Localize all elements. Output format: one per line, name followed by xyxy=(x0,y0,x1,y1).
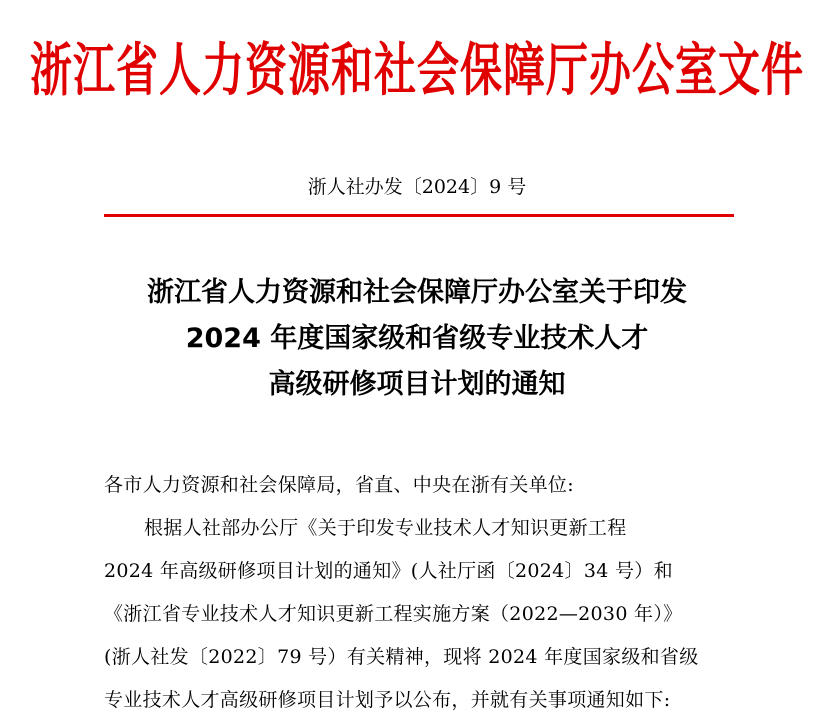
paragraph-line: 专业技术人才高级研修项目计划予以公布，并就有关事项通知如下: xyxy=(104,689,671,711)
notice-title-line: 高级研修项目计划的通知 xyxy=(268,369,566,400)
notice-body xyxy=(104,470,744,728)
notice-title-line: 浙江省人力资源和社会保障厅办公室关于印发 xyxy=(147,277,687,308)
paragraph-line: 2024 年高级研修项目计划的通知》(人社厅函〔2024〕34 号）和 xyxy=(104,560,673,582)
paragraph-line: 根据人社部办公厅《关于印发专业技术人才知识更新工程 xyxy=(144,517,627,539)
notice-title-line: 2024 年度国家级和省级专业技术人才 xyxy=(185,323,649,354)
notice-title xyxy=(0,270,834,408)
paragraph-line: (浙人社发〔2022〕79 号）有关精神，现将 2024 年度国家级和省级 xyxy=(104,646,699,668)
masthead-title: 浙江省人力资源和社会保障厅办公室文件 xyxy=(29,36,804,104)
paragraph-line: 《浙江省专业技术人才知识更新工程实施方案（2022—2030 年）》 xyxy=(104,603,683,625)
salutation: 各市人力资源和社会保障局，省直、中央在浙有关单位: xyxy=(104,474,574,496)
document-number: 浙人社办发〔2024〕9 号 xyxy=(307,176,527,198)
red-separator-line xyxy=(104,214,734,217)
